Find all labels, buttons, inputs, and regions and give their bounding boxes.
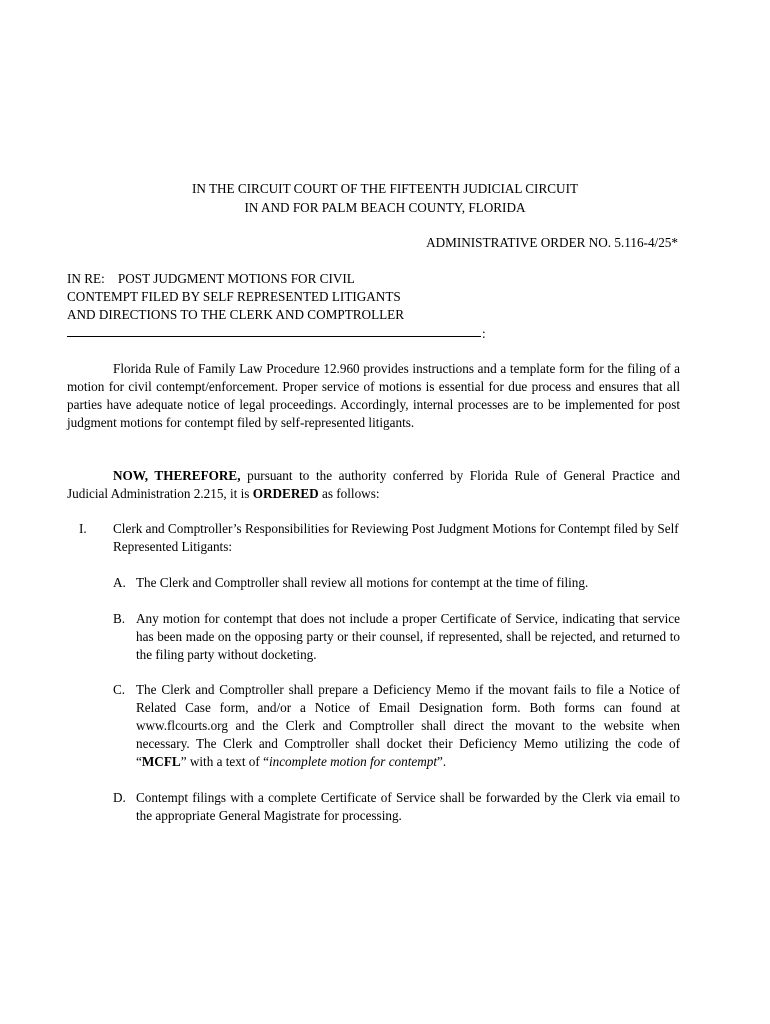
item-b-label: B. <box>113 611 126 626</box>
item-b <box>113 610 680 664</box>
ordering-paragraph <box>67 467 680 503</box>
item-c-italic: incomplete motion for contempt <box>268 754 438 769</box>
item-a-label: A. <box>113 575 126 590</box>
item-c-code: MCFL <box>141 754 181 769</box>
item-c <box>113 681 680 771</box>
in-re-colon: : <box>482 326 486 341</box>
section-1-number: I. <box>79 521 87 536</box>
item-a <box>113 574 680 592</box>
item-d-text: Contempt filings with a complete Certificate of Service shall be forwarded by the Clerk via email to the appropriate General Magistrate for processing. <box>136 790 680 823</box>
ordered-word: ORDERED <box>252 486 319 501</box>
in-re-block <box>67 270 507 324</box>
in-re-underline <box>67 336 481 337</box>
item-a-text: The Clerk and Comptroller shall review all motions for contempt at the time of filing. <box>136 575 589 590</box>
in-re-line3: AND DIRECTIONS TO THE CLERK AND COMPTROLLER <box>67 307 405 322</box>
court-caption-line2: IN AND FOR PALM BEACH COUNTY, FLORIDA <box>244 200 526 215</box>
ordering-text: pursuant to the authority conferred by Florida Rule of General Practice and Judicial Administration 2.215, it is <box>67 468 680 501</box>
order-number: ADMINISTRATIVE ORDER NO. 5.116-4/25* <box>426 235 678 250</box>
intro-paragraph: Florida Rule of Family Law Procedure 12.960 provides instructions and a template form for the filing of a motion for civil contempt/enforcement. Proper service of motions is essential for due process and ensures that all parties have adequate notice of legal proceedings. Accordingly, internal processes are to be implemented for post judgment motions for contempt filed by self-represented litigants. <box>67 361 680 430</box>
in-re-line2: CONTEMPT FILED BY SELF REPRESENTED LITIGANTS <box>67 289 401 304</box>
item-b-text: Any motion for contempt that does not include a proper Certificate of Service, indicating that service has been made on the opposing party or their counsel, if represented, shall be rejected, and returned to the filing party without docketing. <box>136 611 680 662</box>
item-d <box>113 789 680 825</box>
court-caption-line1: IN THE CIRCUIT COURT OF THE FIFTEENTH JUDICIAL CIRCUIT <box>191 181 579 196</box>
section-1 <box>67 520 680 556</box>
now-therefore: NOW, THEREFORE, <box>113 468 241 483</box>
item-c-text-after: ”. <box>437 754 447 769</box>
item-c-text-mid: ” with a text of “ <box>180 754 269 769</box>
item-c-text-before: The Clerk and Comptroller shall prepare a Deficiency Memo if the movant fails to file a Notice of Related Case form, and/or a Notice of Email Designation form. Both forms can found at www.flcourts.org and the Clerk and Comptroller shall direct the movant to the website when necessary. The Clerk and Comptroller shall docket their Deficiency Memo utilizing the code of “ <box>136 682 680 769</box>
court-caption <box>0 180 770 218</box>
item-d-label: D. <box>113 790 126 805</box>
in-re-line1: IN RE: POST JUDGMENT MOTIONS FOR CIVIL <box>67 271 355 286</box>
section-1-title: Clerk and Comptroller’s Responsibilities for Reviewing Post Judgment Motions for Contempt filed by Self Represented Litigants: <box>113 521 679 554</box>
item-c-label: C. <box>113 682 126 697</box>
item-c-text <box>136 681 680 771</box>
ordering-tail: as follows: <box>318 486 380 501</box>
